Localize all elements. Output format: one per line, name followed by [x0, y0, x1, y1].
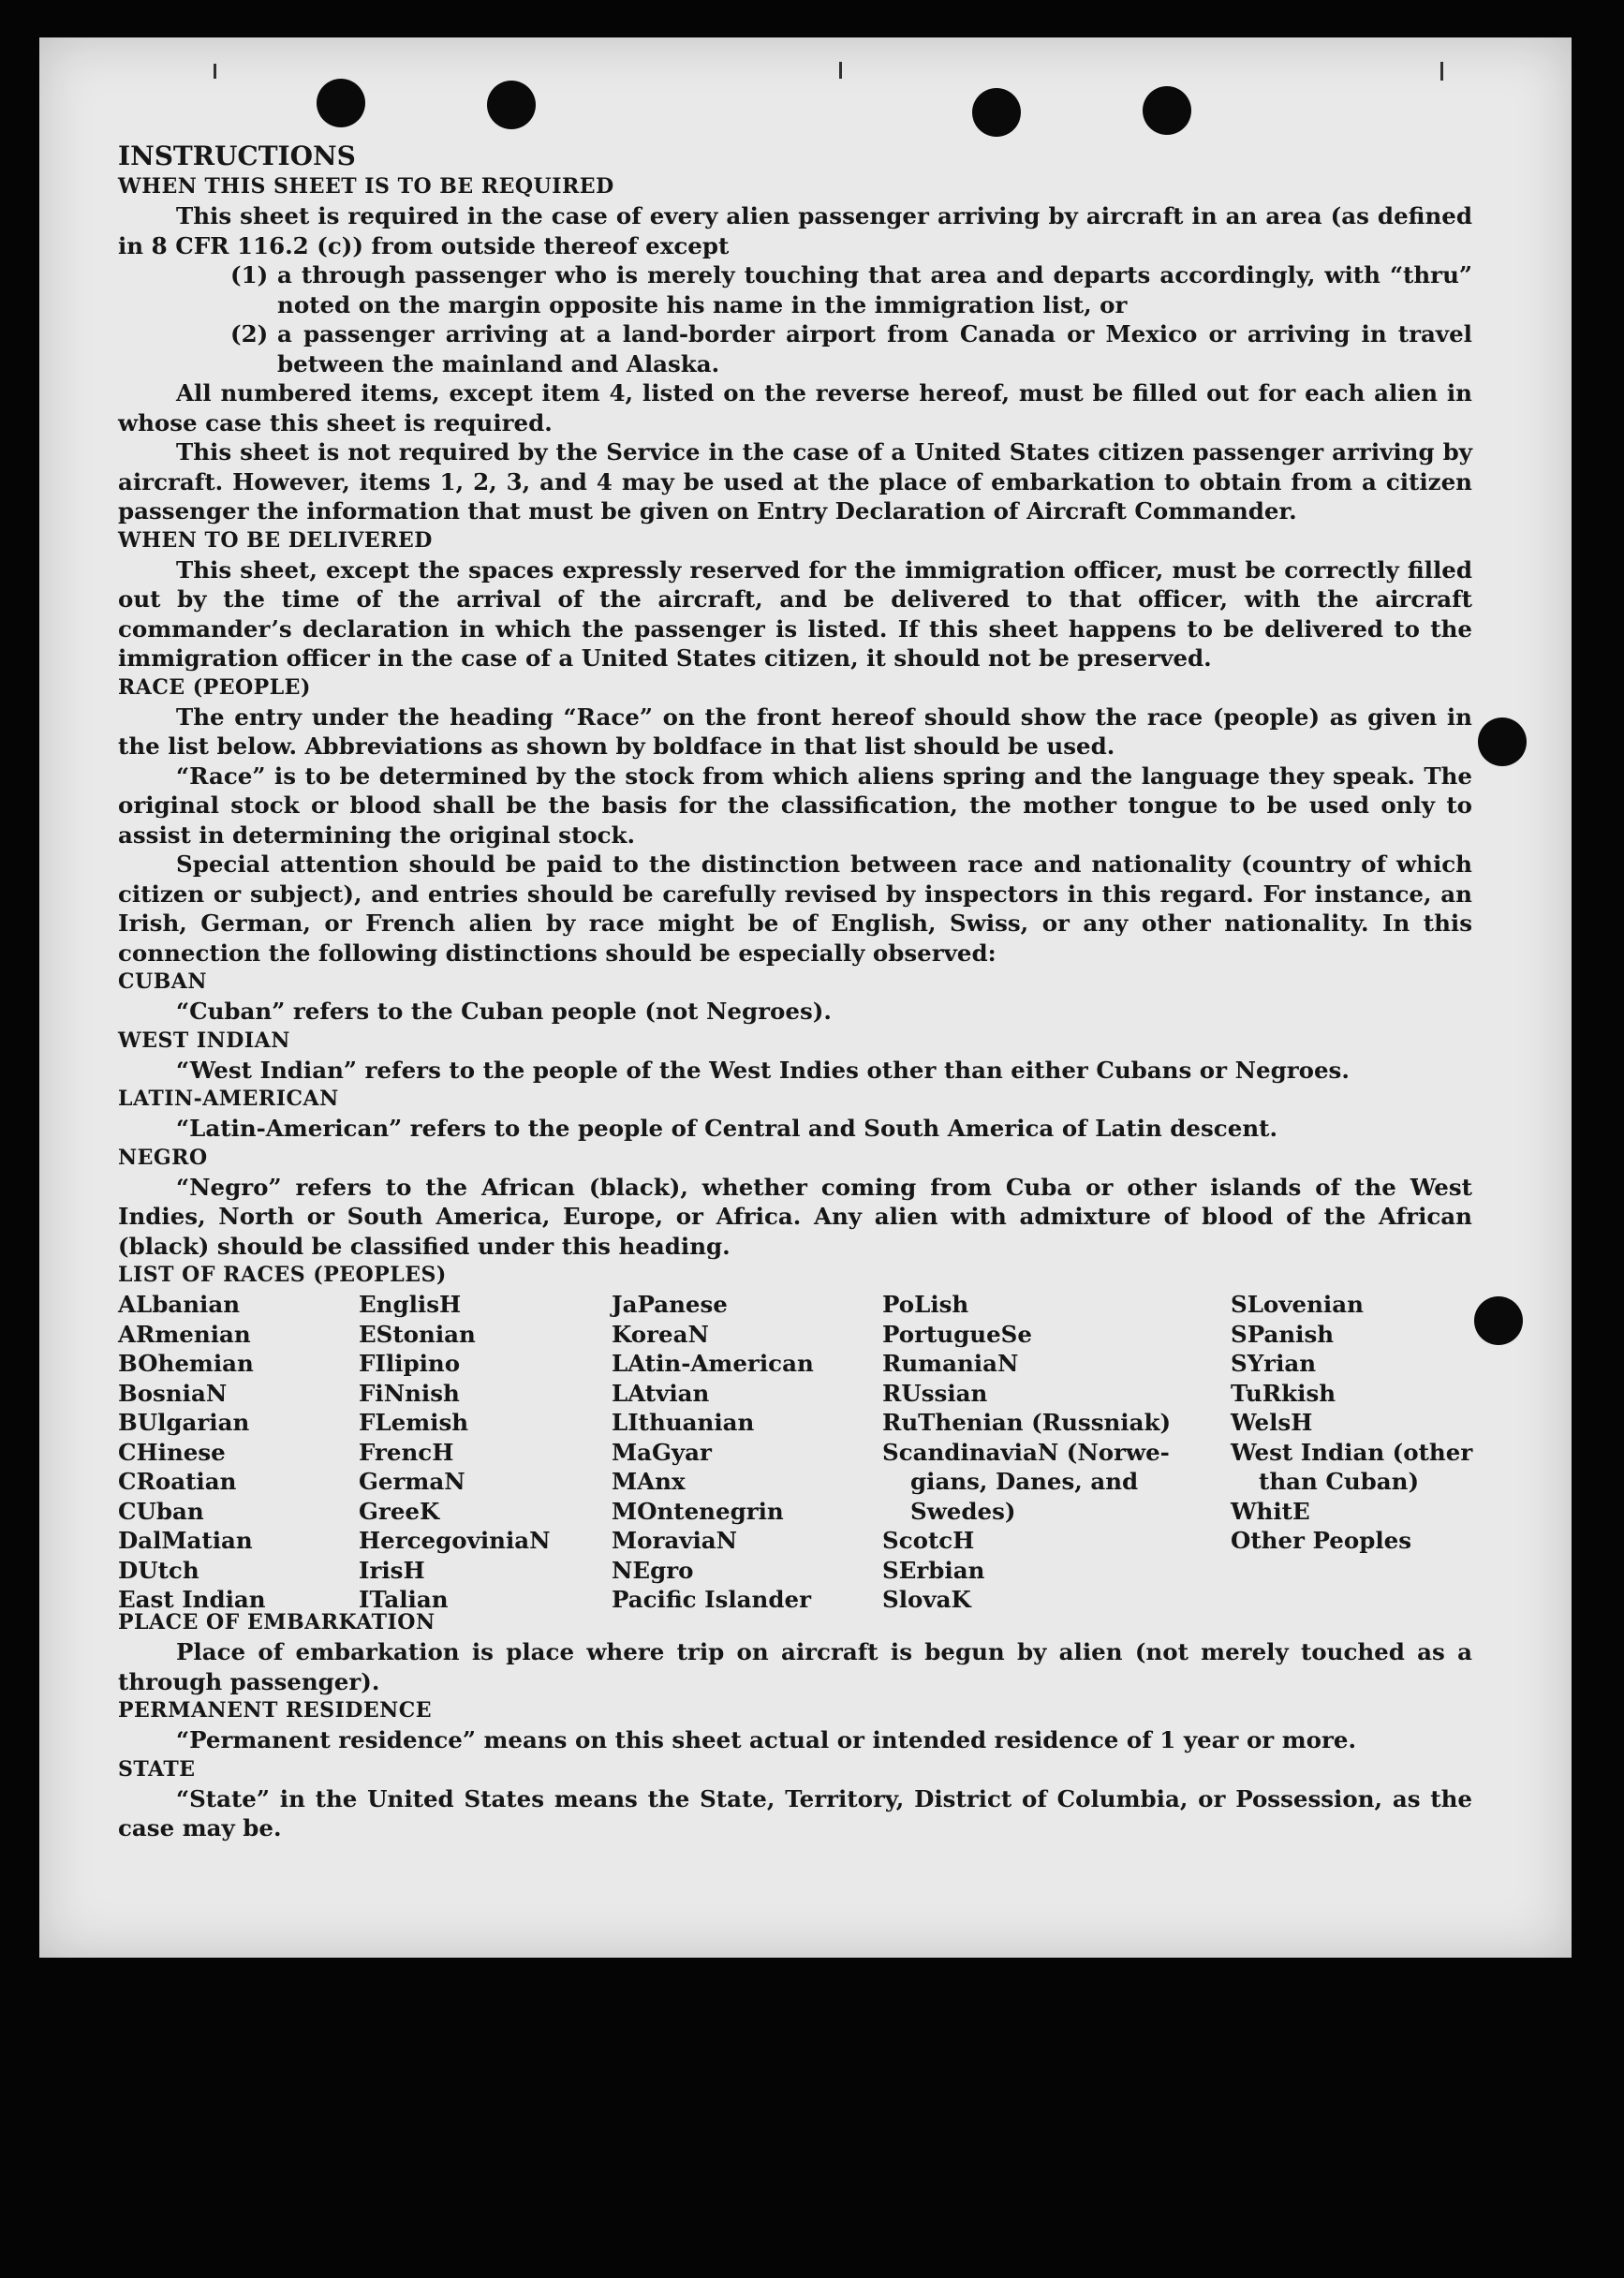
- race-entry: LAtin-American: [612, 1350, 814, 1377]
- paragraph: “Race” is to be determined by the stock from which aliens spring and the language they speak. The original stock or blood shall be the basis for the classification, the mother tongue to be used only to assist in determining the original stock.: [118, 762, 1472, 849]
- race-entry: WelsH: [1231, 1409, 1313, 1436]
- race-entry: DUtch: [118, 1556, 199, 1584]
- race-entry: MoraviaN: [612, 1527, 738, 1554]
- race-entry: SLovenian: [1231, 1291, 1364, 1318]
- punch-hole: [487, 81, 536, 129]
- paragraph: “Negro” refers to the African (black), whether coming from Cuba or other islands of the West Indies, North or South America, Europe, or Africa. Any alien with admixture of blood of the African (black) should be classified under this heading.: [118, 1173, 1472, 1260]
- section-heading: NEGRO: [118, 1145, 208, 1170]
- race-entry: FiNnish: [359, 1379, 460, 1407]
- punch-hole: [1143, 86, 1191, 135]
- section-heading: CUBAN: [118, 969, 207, 994]
- paragraph: “Cuban” refers to the Cuban people (not Negroes).: [176, 998, 832, 1025]
- paragraph: Special attention should be paid to the distinction between race and nationality (country of which citizen or subject), and entries should be carefully revised by inspectors in this regard. For instance, an Irish, German, or French alien by race might be of English, Swiss, or any other nationality. In this connection the following distinctions should be especially observed:: [118, 851, 1472, 967]
- punch-hole: [1478, 717, 1527, 766]
- race-entry: DalMatian: [118, 1527, 253, 1554]
- race-entry: West Indian (other: [1231, 1438, 1473, 1466]
- race-entry: FrencH: [359, 1438, 454, 1466]
- races-column: [612, 1290, 814, 1615]
- race-entry: than Cuban): [1259, 1468, 1420, 1495]
- race-entry: EStonian: [359, 1320, 476, 1348]
- race-entry: SPanish: [1231, 1320, 1335, 1348]
- race-entry: ITalian: [359, 1586, 449, 1613]
- race-entry: ARmenian: [118, 1320, 251, 1348]
- race-entry: Pacific Islander: [612, 1586, 811, 1613]
- race-entry: RumaniaN: [882, 1350, 1019, 1377]
- paragraph: “Permanent residence” means on this sheet actual or intended residence of 1 year or more.: [176, 1726, 1357, 1753]
- race-entry: Other Peoples: [1231, 1527, 1412, 1554]
- race-entry: MOntenegrin: [612, 1497, 784, 1525]
- paragraph: “Latin-American” refers to the people of Central and South America of Latin descent.: [176, 1115, 1277, 1142]
- scratch-mark: [839, 62, 842, 79]
- race-entry: NEgro: [612, 1556, 694, 1584]
- item-text: a passenger arriving at a land-border airport from Canada or Mexico or arriving in travel between the mainland and Alaska.: [277, 320, 1472, 377]
- punch-hole: [972, 88, 1021, 137]
- race-entry: PortugueSe: [882, 1320, 1032, 1348]
- punch-hole: [1474, 1296, 1523, 1345]
- race-entry: SlovaK: [882, 1586, 971, 1613]
- race-entry: BOhemian: [118, 1350, 254, 1377]
- race-entry: Swedes): [910, 1497, 1016, 1525]
- race-entry: East Indian: [118, 1586, 266, 1613]
- item-number: (1): [230, 261, 269, 288]
- race-entry: EnglisH: [359, 1291, 462, 1318]
- race-entry: BUlgarian: [118, 1409, 250, 1436]
- scratch-mark: [1440, 62, 1443, 81]
- race-entry: ScandinaviaN (Norwe-: [882, 1438, 1170, 1466]
- page-title: INSTRUCTIONS: [118, 141, 356, 171]
- race-entry: ALbanian: [118, 1291, 241, 1318]
- race-entry: LIthuanian: [612, 1409, 755, 1436]
- race-entry: gians, Danes, and: [910, 1468, 1139, 1495]
- paragraph: This sheet is required in the case of every alien passenger arriving by aircraft in an area (as defined in 8 CFR 116.2 (c)) from outside thereof except: [118, 202, 1472, 259]
- race-entry: SErbian: [882, 1556, 985, 1584]
- section-heading: PERMANENT RESIDENCE: [118, 1698, 432, 1723]
- instructions-text: [118, 141, 1472, 1843]
- race-entry: TuRkish: [1231, 1379, 1336, 1407]
- paragraph: Place of embarkation is place where trip on aircraft is begun by alien (not merely touched as a through passenger).: [118, 1638, 1472, 1695]
- section-heading: WHEN TO BE DELIVERED: [118, 527, 433, 553]
- race-entry: MaGyar: [612, 1438, 712, 1466]
- paragraph: This sheet, except the spaces expressly reserved for the immigration officer, must be correctly filled out by the time of the arrival of the aircraft, and be delivered to that officer, with the aircraft commander’s declaration in which the passenger is listed. If this sheet happens to be delivered to the immigration officer in the case of a United States citizen, it should not be preserved.: [118, 555, 1472, 672]
- race-entry: CHinese: [118, 1438, 226, 1466]
- race-entry: MAnx: [612, 1468, 686, 1495]
- scratch-mark: [214, 64, 216, 79]
- race-entry: RUssian: [882, 1379, 988, 1407]
- section-heading: STATE: [118, 1756, 196, 1782]
- item-number: (2): [230, 320, 269, 348]
- race-entry: SYrian: [1231, 1350, 1317, 1377]
- numbered-item: [118, 319, 1472, 378]
- race-entry: JaPanese: [612, 1291, 728, 1318]
- race-entry: RuThenian (Russniak): [882, 1409, 1172, 1436]
- race-entry: BosniaN: [118, 1379, 228, 1407]
- section-heading: PLACE OF EMBARKATION: [118, 1610, 436, 1635]
- races-column: [359, 1290, 551, 1615]
- paragraph: This sheet is not required by the Service in the case of a United States citizen passenger arriving by aircraft. However, items 1, 2, 3, and 4 may be used at the place of embarkation to obtain from a citizen passenger the information that must be given on Entry Declaration of Aircraft Commander.: [118, 438, 1472, 525]
- section-heading: WHEN THIS SHEET IS TO BE REQUIRED: [118, 174, 614, 199]
- race-entry: WhitE: [1231, 1497, 1310, 1525]
- races-column: [1231, 1290, 1472, 1556]
- race-entry: GreeK: [359, 1497, 440, 1525]
- race-entry: HercegoviniaN: [359, 1527, 551, 1554]
- punch-hole: [317, 79, 365, 127]
- race-entry: GermaN: [359, 1468, 465, 1495]
- numbered-item: [118, 260, 1472, 319]
- races-column: [118, 1290, 266, 1615]
- section-heading: LIST OF RACES (PEOPLES): [118, 1263, 447, 1287]
- section-heading: LATIN-AMERICAN: [118, 1087, 339, 1111]
- section-heading: WEST INDIAN: [118, 1028, 290, 1053]
- races-column: [882, 1290, 1171, 1615]
- section-heading: RACE (PEOPLE): [118, 674, 311, 700]
- race-entry: KoreaN: [612, 1320, 709, 1348]
- race-entry: LAtvian: [612, 1379, 710, 1407]
- paragraph: “State” in the United States means the State, Territory, District of Columbia, or Possession, as the case may be.: [118, 1784, 1472, 1842]
- race-entry: IrisH: [359, 1556, 425, 1584]
- race-entry: CUban: [118, 1497, 204, 1525]
- paragraph: The entry under the heading “Race” on the front hereof should show the race (people) as given in the list below. Abbreviations as shown by boldface in that list should be used.: [118, 703, 1472, 760]
- race-entry: PoLish: [882, 1291, 969, 1318]
- race-entry: FLemish: [359, 1409, 469, 1436]
- paragraph: “West Indian” refers to the people of the West Indies other than either Cubans or Negroes.: [176, 1056, 1350, 1084]
- paragraph: All numbered items, except item 4, listed on the reverse hereof, must be filled out for each alien in whose case this sheet is required.: [118, 379, 1472, 436]
- race-entry: FIlipino: [359, 1350, 461, 1377]
- item-text: a through passenger who is merely touching that area and departs accordingly, with “thru” noted on the margin opposite his name in the immigration list, or: [277, 261, 1472, 318]
- races-list: [118, 1290, 1473, 1613]
- race-entry: ScotcH: [882, 1527, 975, 1554]
- race-entry: CRoatian: [118, 1468, 237, 1495]
